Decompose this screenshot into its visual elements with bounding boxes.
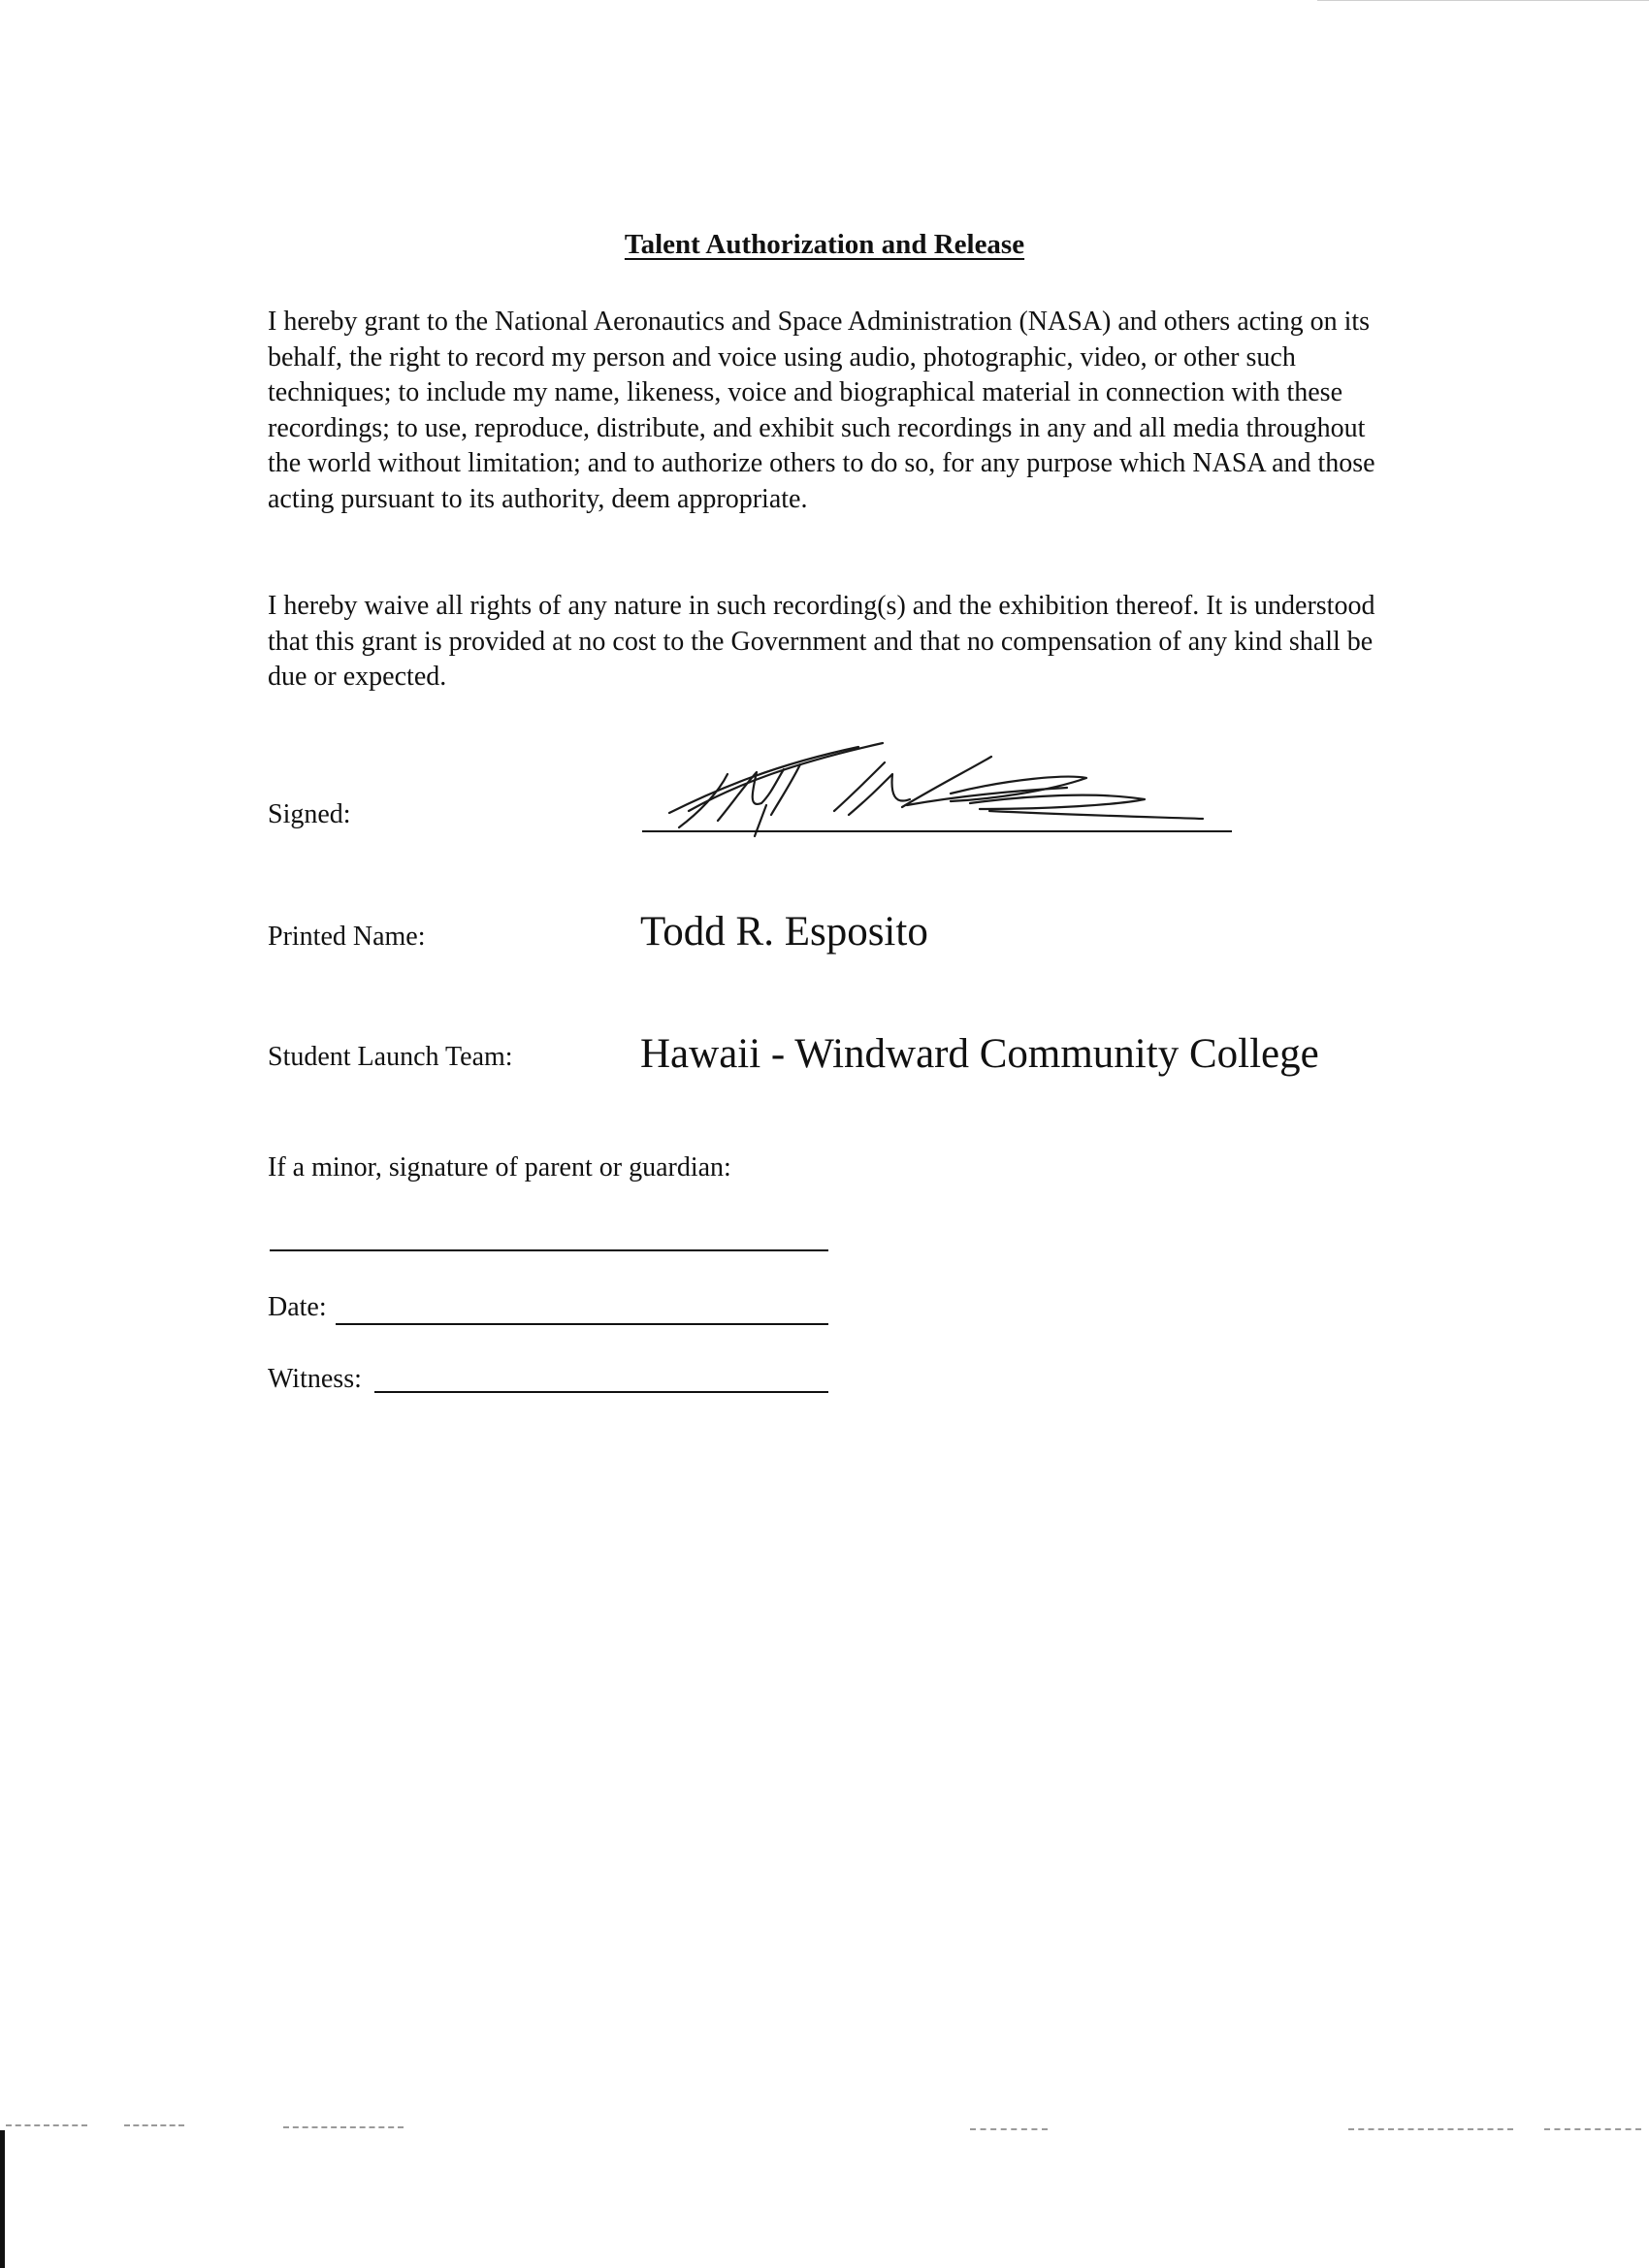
scan-artifact-line (970, 2128, 1048, 2130)
printed-name-label: Printed Name: (268, 922, 426, 952)
scan-artifact-line (1544, 2128, 1641, 2130)
grant-paragraph: I hereby grant to the National Aeronautics and Space Administration (NASA) and others acting on its behalf, the right to record my person and voice using audio, photographic, video, or other such techniques; to include my name, likeness, voice and biographical material in connection with these recordings; to use, reproduce, distribute, and exhibit such recordings in any and all media throughout the world without limitation; and to authorize others to do so, for any purpose which NASA and those acting pursuant to its authority, deem appropriate. (268, 307, 1375, 514)
scan-artifact-line (124, 2124, 184, 2126)
printed-name-value: Todd R. Esposito (640, 909, 928, 955)
document-title: Talent Authorization and Release (624, 229, 1025, 260)
scan-left-edge (0, 2130, 5, 2268)
date-line[interactable] (336, 1323, 828, 1325)
date-label: Date: (268, 1292, 327, 1322)
scan-artifact-line (1348, 2128, 1513, 2130)
signed-label: Signed: (268, 799, 351, 829)
minor-signature-label: If a minor, signature of parent or guardian: (268, 1152, 731, 1183)
team-label: Student Launch Team: (268, 1042, 513, 1072)
scan-artifact-line (283, 2126, 404, 2128)
waiver-paragraph: I hereby waive all rights of any nature in such recording(s) and the exhibition thereof. It is understood that this grant is provided at no cost to the Government and that no compensation of any kind shall be due or expected. (268, 591, 1375, 692)
signature-line[interactable] (642, 830, 1232, 832)
witness-line[interactable] (374, 1391, 828, 1393)
guardian-signature-line[interactable] (270, 1249, 828, 1251)
scan-artifact-line (6, 2124, 87, 2126)
team-value: Hawaii - Windward Community College (640, 1031, 1319, 1077)
handwritten-signature (660, 735, 1319, 842)
witness-label: Witness: (268, 1364, 362, 1394)
scan-top-edge (1317, 0, 1649, 1)
